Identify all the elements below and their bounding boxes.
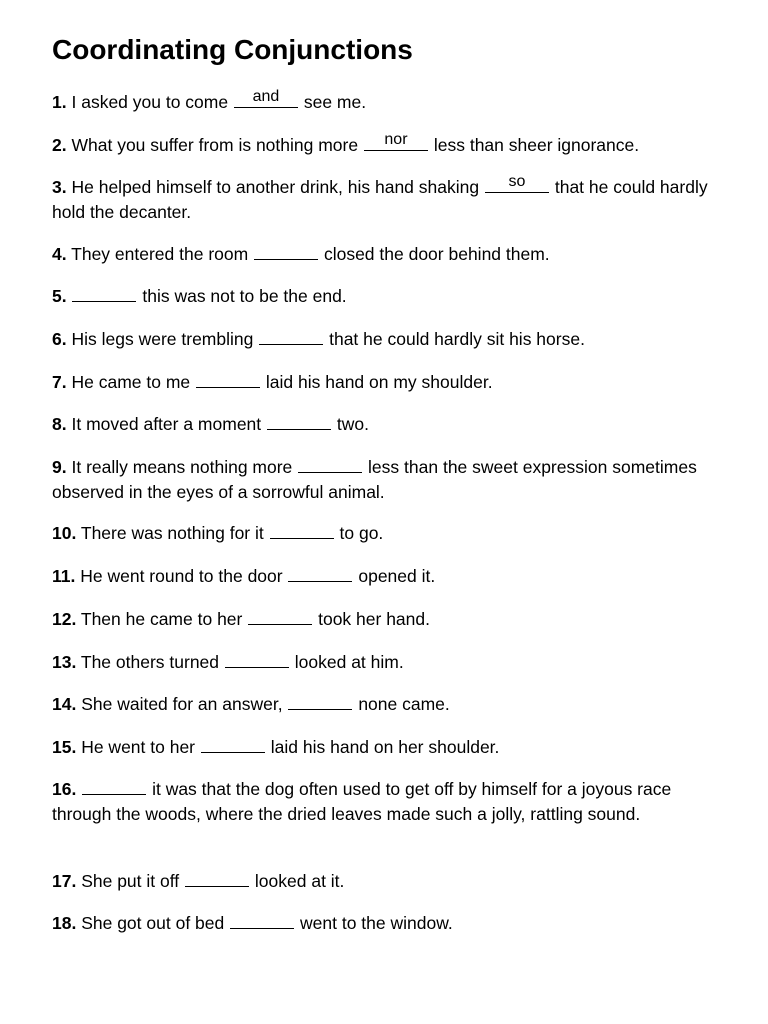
- question-text-before: It really means nothing more: [71, 457, 293, 477]
- question-15: [52, 735, 732, 760]
- question-text-after: two.: [336, 414, 370, 434]
- question-text-before: It moved after a moment: [71, 414, 262, 434]
- question-number: 10.: [52, 523, 77, 543]
- question-text-before: There was nothing for it: [80, 523, 264, 543]
- question-number: 12.: [52, 609, 77, 629]
- question-text-after: see me.: [303, 92, 367, 112]
- question-text-before: They entered the room: [71, 244, 249, 264]
- answer-blank[interactable]: [288, 564, 352, 582]
- question-14: [52, 692, 732, 717]
- answer-blank[interactable]: [72, 284, 136, 302]
- question-number: 3.: [52, 177, 67, 197]
- question-5: [52, 284, 732, 309]
- question-text-after: closed the door behind them.: [323, 244, 550, 264]
- question-number: 8.: [52, 414, 67, 434]
- question-text-after: looked at him.: [294, 652, 404, 672]
- question-text-after: that he could hardly sit his horse.: [329, 329, 585, 349]
- question-number: 15.: [52, 737, 77, 757]
- question-text-after: it was that the dog often used to get off by himself for a joyous race through the woods, where the dried leaves made such a jolly, rattling sound.: [52, 779, 672, 824]
- question-10: [52, 521, 732, 546]
- question-text-before: I asked you to come: [71, 92, 229, 112]
- answer-blank[interactable]: [230, 911, 294, 929]
- question-number: 9.: [52, 457, 67, 477]
- question-text-before: He helped himself to another drink, his hand shaking: [71, 177, 480, 197]
- question-16: [52, 777, 732, 826]
- question-number: 14.: [52, 694, 77, 714]
- answer-blank[interactable]: [270, 521, 334, 539]
- page-title: Coordinating Conjunctions: [52, 34, 413, 65]
- question-number: 11.: [52, 566, 76, 586]
- question-number: 18.: [52, 913, 77, 933]
- question-number: 2.: [52, 135, 67, 155]
- question-17: [52, 869, 732, 894]
- question-number: 17.: [52, 871, 77, 891]
- question-text-after: less than the sweet expression sometimes observed in the eyes of a sorrowful animal.: [52, 457, 697, 502]
- question-12: [52, 607, 732, 632]
- question-8: [52, 412, 732, 437]
- question-9: [52, 455, 732, 504]
- question-text-before: What you suffer from is nothing more: [71, 135, 359, 155]
- question-number: 5.: [52, 286, 67, 306]
- question-text-after: took her hand.: [318, 609, 430, 629]
- question-text-before: His legs were trembling: [71, 329, 254, 349]
- question-text-after: that he could hardly hold the decanter.: [52, 177, 708, 222]
- question-11: [52, 564, 732, 589]
- question-text-after: laid his hand on her shoulder.: [270, 737, 500, 757]
- answer-text: nor: [384, 131, 408, 148]
- answer-blank[interactable]: [254, 242, 318, 260]
- question-number: 4.: [52, 244, 67, 264]
- answer-blank[interactable]: [201, 735, 265, 753]
- question-6: [52, 327, 732, 352]
- question-text-after: less than sheer ignorance.: [433, 135, 640, 155]
- question-text-after: went to the window.: [300, 913, 453, 933]
- answer-blank[interactable]: [364, 133, 428, 151]
- answer-blank[interactable]: [234, 90, 298, 108]
- question-4: [52, 242, 732, 267]
- question-number: 16.: [52, 779, 77, 799]
- question-number: 7.: [52, 372, 67, 392]
- question-text-after: looked at it.: [254, 871, 345, 891]
- question-text-after: this was not to be the end.: [142, 286, 347, 306]
- question-text-before: She waited for an answer,: [81, 694, 283, 714]
- question-text-before: She got out of bed: [81, 913, 225, 933]
- answer-blank[interactable]: [298, 455, 362, 473]
- question-text-after: to go.: [339, 523, 384, 543]
- question-text-after: none came.: [358, 694, 450, 714]
- question-text-after: laid his hand on my shoulder.: [265, 372, 493, 392]
- question-13: [52, 650, 732, 675]
- question-1: [52, 90, 732, 115]
- question-text-before: She put it off: [81, 871, 180, 891]
- answer-blank[interactable]: [485, 175, 549, 193]
- answer-text: and: [252, 88, 280, 105]
- answer-blank[interactable]: [225, 650, 289, 668]
- answer-blank[interactable]: [288, 692, 352, 710]
- question-2: [52, 133, 732, 158]
- answer-blank[interactable]: [82, 777, 146, 795]
- question-text-before: He went round to the door: [80, 566, 283, 586]
- answer-blank[interactable]: [196, 370, 260, 388]
- question-number: 1.: [52, 92, 67, 112]
- question-text-before: He came to me: [71, 372, 191, 392]
- question-number: 13.: [52, 652, 77, 672]
- question-text-before: Then he came to her: [80, 609, 243, 629]
- question-text-before: He went to her: [81, 737, 196, 757]
- question-18: [52, 911, 732, 936]
- answer-blank[interactable]: [259, 327, 323, 345]
- answer-blank[interactable]: [248, 607, 312, 625]
- question-7: [52, 370, 732, 395]
- question-text-before: The others turned: [80, 652, 220, 672]
- question-3: [52, 175, 732, 224]
- answer-blank[interactable]: [185, 869, 249, 887]
- answer-text: so: [508, 173, 526, 190]
- answer-blank[interactable]: [267, 412, 331, 430]
- question-number: 6.: [52, 329, 67, 349]
- question-text-after: opened it.: [358, 566, 436, 586]
